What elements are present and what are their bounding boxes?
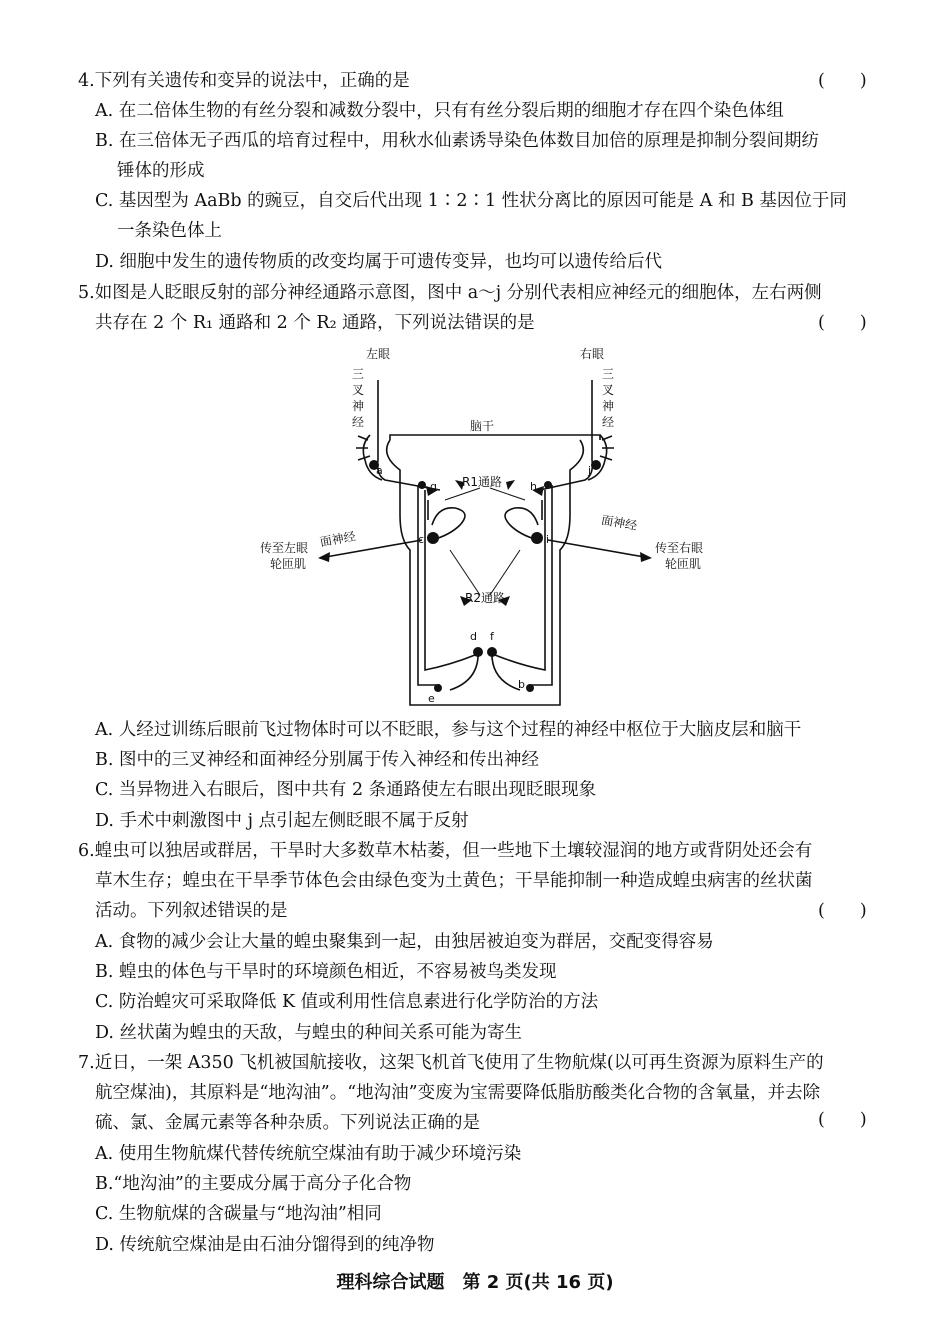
q6-option-a: A. 食物的减少会让大量的蝗虫聚集到一起，由独居被迫变为群居，交配变得容易 — [95, 932, 714, 952]
neuron-j: j — [588, 464, 592, 477]
neuron-a: a — [376, 464, 383, 477]
svg-text:神: 神 — [352, 399, 365, 413]
r2-path-left — [418, 485, 475, 685]
neuron-f: f — [490, 630, 494, 643]
q6-stem-line1: 6.蝗虫可以独居或群居，干旱时大多数草木枯萎，但一些地下土壤较湿润的地方或背阴处还会有 — [78, 841, 813, 861]
q6-option-c: C. 防治蝗灾可采取降低 K 值或利用性信息素进行化学防治的方法 — [95, 992, 599, 1012]
label-left-eye: 左眼 — [366, 347, 391, 361]
q4-option-d: D. 细胞中发生的遗传物质的改变均属于可遗传变异，也均可以遗传给后代 — [95, 252, 663, 272]
blink-reflex-diagram — [250, 340, 720, 715]
q7-option-c: C. 生物航煤的含碳量与“地沟油”相同 — [95, 1204, 382, 1224]
q6-option-b: B. 蝗虫的体色与干旱时的环境颜色相近，不容易被鸟类发现 — [95, 962, 557, 982]
svg-text:三: 三 — [352, 367, 365, 381]
q7-option-a: A. 使用生物航煤代替传统航空煤油有助于减少环境污染 — [95, 1144, 522, 1164]
neuron-b: b — [518, 678, 525, 691]
label-r2: R2通路 — [465, 591, 505, 605]
svg-text:神: 神 — [602, 399, 615, 413]
q4-option-b-line1: B. 在三倍体无子西瓜的培育过程中，用秋水仙素诱导染色体数目加倍的原理是抑制分裂间期纺 — [95, 131, 819, 151]
q5-option-c: C. 当异物进入右眼后，图中共有 2 条通路使左右眼出现眨眼现象 — [95, 780, 597, 800]
q7-option-b: B.“地沟油”的主要成分属于高分子化合物 — [95, 1174, 412, 1194]
q7-stem-line2: 航空煤油)，其原料是“地沟油”。“地沟油”变废为宝需要降低脂肪酸类化合物的含氧量，并去除 — [95, 1083, 821, 1103]
label-facial-right: 面神经 — [600, 512, 639, 533]
q5-option-d: D. 手术中刺激图中 j 点引起左侧眨眼不属于反射 — [95, 811, 469, 831]
q7-stem-line3: 硫、氯、金属元素等各种杂质。下列说法正确的是 — [95, 1113, 480, 1133]
label-to-left-1: 传至左眼 — [260, 541, 309, 555]
neuron-d: d — [470, 630, 477, 643]
q6-stem-line3: 活动。下列叙述错误的是 — [95, 901, 288, 921]
q6-option-d: D. 丝状菌为蝗虫的天敌，与蝗虫的种间关系可能为寄生 — [95, 1023, 523, 1043]
q5-stem-line1: 5.如图是人眨眼反射的部分神经通路示意图，图中 a～j 分别代表相应神经元的细胞体，左右两侧 — [78, 283, 822, 303]
label-to-left-2: 轮匝肌 — [270, 557, 307, 571]
svg-text:叉: 叉 — [602, 383, 615, 397]
q5-option-b: B. 图中的三叉神经和面神经分别属于传入神经和传出神经 — [95, 750, 539, 770]
neuron-g: g — [430, 480, 437, 493]
label-to-right-1: 传至右眼 — [655, 541, 704, 555]
q5-option-a: A. 人经过训练后眼前飞过物体时可以不眨眼，参与这个过程的神经中枢位于大脑皮层和脑干 — [95, 720, 802, 740]
q7-option-d: D. 传统航空煤油是由石油分馏得到的纯净物 — [95, 1235, 435, 1255]
label-r1: R1通路 — [462, 475, 502, 489]
q4-option-c-line2: 一条染色体上 — [117, 221, 222, 241]
q6-stem-line2: 草木生存；蝗虫在干旱季节体色会由绿色变为土黄色；干旱能抑制一种造成蝗虫病害的丝状菌 — [95, 871, 813, 891]
svg-text:经: 经 — [602, 415, 615, 429]
label-trigeminal-left — [352, 367, 364, 429]
q7-answer-paren: ( ) — [818, 1110, 867, 1130]
svg-text:叉: 叉 — [352, 383, 365, 397]
q5-answer-paren: ( ) — [818, 313, 867, 333]
label-trigeminal-right — [602, 367, 614, 429]
q4-option-a: A. 在二倍体生物的有丝分裂和减数分裂中，只有有丝分裂后期的细胞才存在四个染色体组 — [95, 101, 784, 121]
q4-stem: 4.下列有关遗传和变异的说法中，正确的是 — [78, 71, 410, 91]
right-facial-nerve — [548, 540, 650, 558]
neuron-c: c — [418, 533, 425, 546]
label-right-eye: 右眼 — [580, 347, 605, 361]
neuron-e: e — [428, 692, 435, 705]
q7-stem-line1: 7.近日，一架 A350 飞机被国航接收，这架飞机首飞使用了生物航煤(以可再生资源为原料生产的 — [78, 1053, 824, 1073]
q4-answer-paren: ( ) — [818, 71, 867, 91]
label-brainstem: 脑干 — [470, 419, 495, 433]
svg-text:经: 经 — [352, 415, 365, 429]
q5-stem-line2: 共存在 2 个 R₁ 通路和 2 个 R₂ 通路，下列说法错误的是 — [95, 313, 535, 333]
r2-path-right — [495, 485, 552, 685]
svg-text:三: 三 — [602, 367, 615, 381]
label-facial-left: 面神经 — [318, 529, 357, 550]
neuron-i: i — [546, 533, 550, 546]
page-footer: 理科综合试题 第 2 页(共 16 页) — [336, 1272, 614, 1293]
q4-option-b-line2: 锤体的形成 — [117, 161, 205, 181]
neuron-h: h — [530, 480, 537, 493]
q6-answer-paren: ( ) — [818, 901, 867, 921]
q4-option-c-line1: C. 基因型为 AaBb 的豌豆，自交后代出现 1∶2∶1 性状分离比的原因可能是 A 和 B 基因位于同 — [95, 191, 847, 211]
label-to-right-2: 轮匝肌 — [665, 557, 702, 571]
